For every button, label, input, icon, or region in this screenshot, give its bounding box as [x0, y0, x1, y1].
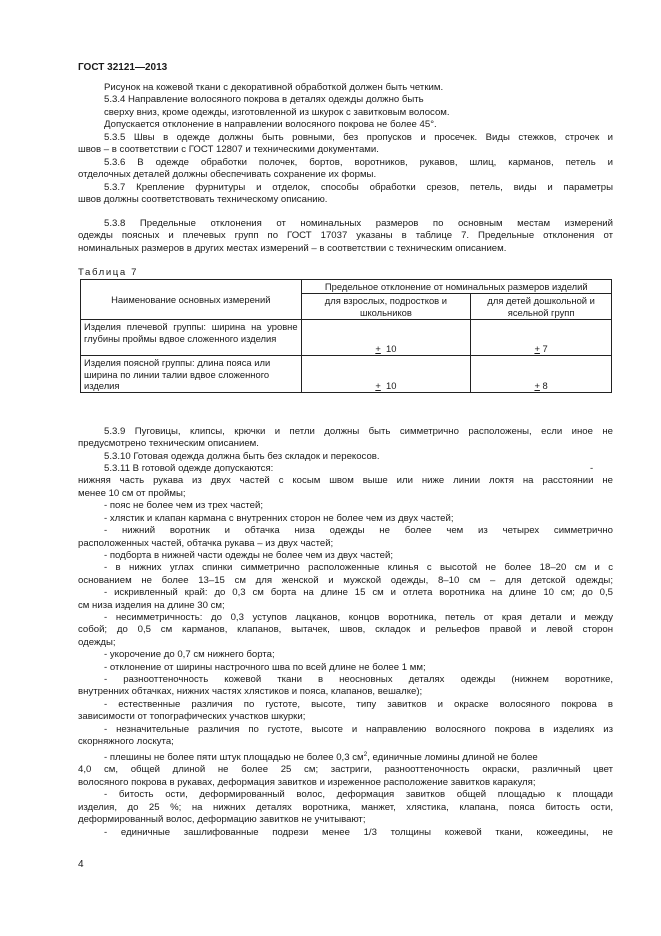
paragraph-5-3-4: 5.3.4 Направление волосяного покрова в деталях одежды должно быть [104, 94, 424, 105]
list-item: - нижний воротник и обтачка низа одежды не более чем из четырех симметрично [104, 525, 613, 536]
adult-value [301, 320, 471, 356]
header-child: для детей дошкольной и ясельной групп [471, 294, 612, 320]
paragraph-5-3-7: 5.3.7 Крепление фурнитуры и отделок, способы обработки срезов, петель, виды и параметры [104, 182, 613, 193]
paragraph-line: волосяного покрова в рукавах, деформация завитков и изреженное расположение завитков каракуля; [78, 777, 536, 788]
row-name: Изделия поясной группы: длина пояса или ширина по линии талии вдвое сложенного изделия [81, 356, 302, 393]
paragraph-line: Рисунок на кожевой ткани с декоративной обработкой должен быть четким. [104, 82, 444, 93]
paragraph-line: сверху вниз, кроме одежды, изготовленной из шкурок с завитковым волосом. [104, 107, 450, 118]
paragraph-line: деформированный волос, деформацию завитков не учитывают; [78, 814, 366, 825]
list-item-text: - плешины не более пяти штук площадью не более 0,3 см [104, 752, 364, 763]
plus-minus-sign: + [375, 342, 381, 354]
list-item: - подборта в нижней части одежды не более чем из двух частей; [104, 550, 393, 561]
table-7 [80, 279, 612, 393]
header-main: Наименование основных измерений [81, 280, 302, 320]
value: 8 [542, 380, 548, 392]
paragraph-line: см низа изделия на длине 30 см; [78, 600, 225, 611]
paragraph-line: зависимости от топографических участков шкурки; [78, 711, 306, 722]
paragraph-line: расположенных частей, обтачка рукава – из двух частей; [78, 538, 334, 549]
paragraph-5-3-10: 5.3.10 Готовая одежда должна быть без складок и перекосов. [104, 451, 380, 462]
paragraph-line: внутренних обтачках, нижних частях хлястиков и пояса, клапанов, вешалке); [78, 686, 423, 697]
list-item-text: , единичные ломины длиной не более [367, 752, 538, 763]
plus-minus-sign: + [534, 380, 540, 392]
superscript: 2 [363, 750, 368, 758]
list-item: - искривленный край: до 0,3 см борта на длине 15 см и отлета воротника на длине 10 см; до 0,5 [104, 587, 613, 598]
header-deviation: Предельное отклонение от номинальных размеров изделий [301, 280, 611, 294]
page-number: 4 [78, 859, 84, 870]
table-row [81, 356, 612, 393]
table-row [81, 320, 612, 356]
list-item: - пояс не более чем из трех частей; [104, 500, 264, 511]
row-name: Изделия плечевой группы: ширина на уровне глубины проймы вдвое сложенного изделия [81, 320, 302, 356]
list-item: - битость ости, деформированный волос, деформация завитков общей площадью к площади [104, 789, 613, 800]
list-item: - несимметричность: до 0,3 уступов лацканов, концов воротника, петель от края детали и между [104, 612, 613, 623]
header-adult: для взрослых, подростков и школьников [301, 294, 471, 320]
paragraph-line: нижняя часть рукава из двух частей с косым швом выше или ниже линии локтя на расстоянии не [78, 475, 613, 486]
list-item: - незначительные различия по густоте, высоте и направлению волосяного покрова в изделиях из [104, 724, 613, 735]
paragraph-line: 4,0 см, общей длиной не более 25 см; застриги, разнооттеночность окраски, различный цвет [78, 764, 613, 775]
document-header: ГОСТ 32121—2013 [78, 62, 168, 73]
paragraph-line: собой; до 0,5 см карманов, клапанов, вытачек, швов, складок и рельефов правой и левой сторон [78, 624, 613, 635]
adult-value [301, 356, 471, 393]
plus-minus-sign: + [375, 380, 381, 392]
paragraph-line: отделочных деталей должны обеспечивать сохранение их формы. [78, 169, 377, 180]
paragraph-line: Допускается отклонение в направлении волосяного покрова не более 45°. [104, 119, 437, 130]
paragraph-line: скорняжного лоскута; [78, 736, 174, 747]
list-item: - единичные зашлифованные подрези менее 1/3 толщины кожевой ткани, кожеедины, не [104, 827, 613, 838]
child-value [471, 320, 612, 356]
list-item [104, 752, 613, 764]
child-value [471, 356, 612, 393]
value: 7 [542, 342, 548, 354]
list-item: - отклонение от ширины настрочного шва по всей длине не более 1 мм; [104, 662, 426, 673]
paragraph-line: швов – в соответствии с ГОСТ 12807 и техническими документами. [78, 144, 379, 155]
paragraph-line: одежды поясных и плечевых групп по ГОСТ 17037 указаны в таблице 7. Предельные отклонения от [78, 230, 613, 241]
list-item: - хлястик и клапан кармана с внутренних сторон не более чем из двух частей; [104, 513, 454, 524]
paragraph-5-3-11: 5.3.11 В готовой одежде допускаются: [104, 463, 274, 474]
paragraph-5-3-6: 5.3.6 В одежде обработки полочек, бортов, воротников, рукавов, шлиц, карманов, петель и [104, 157, 613, 168]
paragraph-line: швов должны соответствовать техническому описанию. [78, 194, 328, 205]
paragraph-line: предусмотрено техническим описанием. [78, 438, 259, 449]
paragraph-line: основанием не более 13–15 см для женской и мужской одежды, 8–10 см – для детской одежды; [78, 575, 613, 586]
paragraph-line: одежды; [78, 637, 116, 648]
paragraph-line: изделия, до 25 %; на нижних деталях воротника, манжет, хлястика, клапана, пояса битость ости, [78, 802, 613, 813]
plus-minus-sign: + [534, 342, 540, 354]
paragraph-line: номинальных размеров в других местах измерений – в соответствии с техническим описанием. [78, 243, 507, 254]
list-item: - укорочение до 0,7 см нижнего борта; [104, 649, 275, 660]
list-item: - естественные различия по густоте, высоте, типу завитков и окраске волосяного покрова в [104, 699, 613, 710]
value: 10 [386, 380, 397, 392]
paragraph-5-3-8: 5.3.8 Предельные отклонения от номинальных размеров по основным местам измерений [104, 218, 613, 229]
paragraph-5-3-5: 5.3.5 Швы в одежде должны быть ровными, без пропусков и просечек. Виды стежков, строчек и [104, 132, 613, 143]
paragraph-line: менее 10 см от проймы; [78, 488, 186, 499]
stray-dash: - [590, 463, 594, 474]
list-item: - разнооттеночность кожевой ткани в неосновных деталях одежды (нижнем воротнике, [104, 674, 613, 685]
list-item: - в нижних углах спинки симметрично расположенные клинья с высотой не более 18–20 см и с [104, 562, 613, 573]
value: 10 [386, 342, 397, 354]
table-caption: Таблица 7 [78, 267, 139, 278]
paragraph-5-3-9: 5.3.9 Пуговицы, клипсы, крючки и петли должны быть симметрично расположены, если иное не [104, 426, 613, 437]
